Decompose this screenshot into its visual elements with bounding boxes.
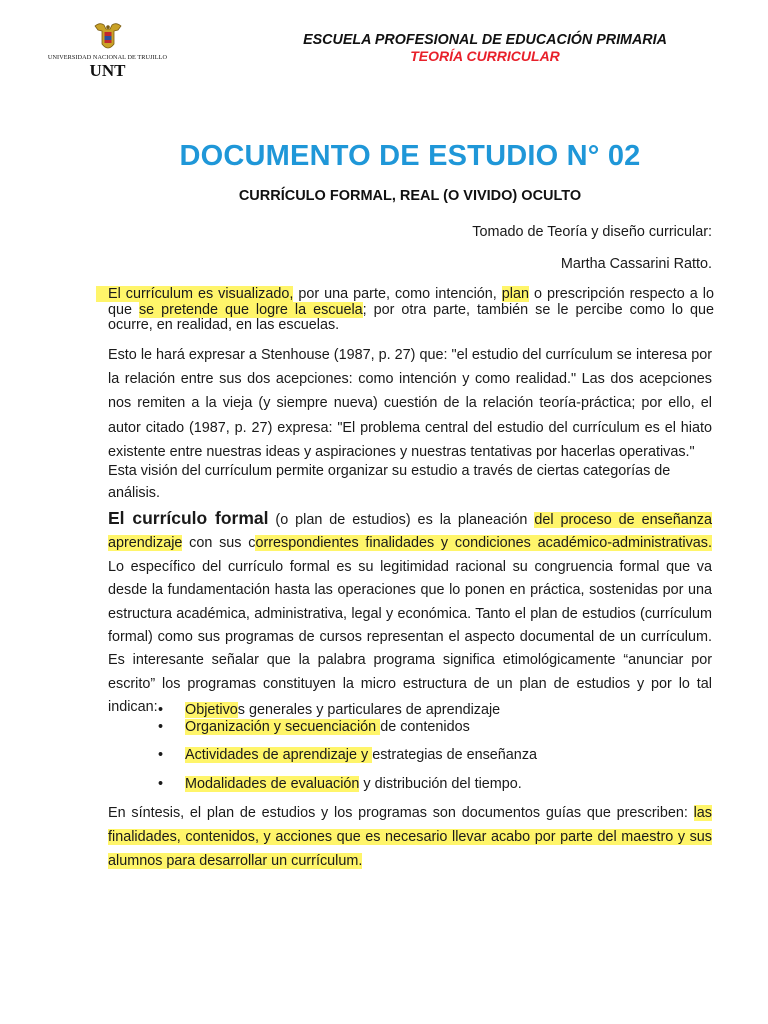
paragraph-4 xyxy=(108,507,712,720)
document-title: DOCUMENTO DE ESTUDIO N° 02 xyxy=(179,140,641,172)
paragraph-text: ; por otra parte, también se le percibe como lo que ocurre, en realidad, en las escuelas. xyxy=(108,301,714,333)
list-item-text: de contenidos xyxy=(380,719,470,735)
document-subtitle: CURRÍCULO FORMAL, REAL (O VIVIDO) OCULTO xyxy=(238,188,582,204)
paragraph-text: (o plan de estudios) es la planeación xyxy=(268,512,535,528)
bullet-icon: • xyxy=(158,719,164,735)
bullet-icon: • xyxy=(158,776,164,792)
highlight-text: El currículum es visualizado, xyxy=(96,286,293,302)
highlight-text: las finalidades, contenidos, y acciones que es necesario llevar acabo por parte del maestro y sus alumnos para desarrollar un currículum. xyxy=(108,805,712,869)
list-item-text: y distribución del tiempo. xyxy=(359,776,522,792)
list-item-text: s generales y particulares de aprendizaje xyxy=(237,702,501,718)
bullet-icon: • xyxy=(158,702,164,718)
highlight-text: del proceso de enseñanza aprendizaje xyxy=(108,512,712,552)
school-name: ESCUELA PROFESIONAL DE EDUCACIÓN PRIMARIA xyxy=(303,32,667,48)
author-line: Martha Cassarini Ratto. xyxy=(560,256,712,272)
paragraph-text: En síntesis, el plan de estudios y los programas son documentos guías que prescriben: xyxy=(108,805,694,821)
course-name: TEORÍA CURRICULAR xyxy=(410,48,560,64)
highlight-text: orrespondientes finalidades y condiciones académico-administrativas. xyxy=(255,535,712,552)
logo-university-name: UNIVERSIDAD NACIONAL DE TRUJILLO xyxy=(47,54,168,61)
highlight-text: Organización y secuenciación xyxy=(185,719,381,735)
paragraph-text: o prescripción respecto a lo que xyxy=(108,286,714,318)
highlight-text: se pretende que logre la escuela xyxy=(138,301,363,318)
paragraph-text: Lo específico del currículo formal es su legitimidad racional su congruencia formal que va desde la fundamentación hasta las operaciones que lo ponen en práctica, sostenidas por una estructura académica, administrativa, legal y económica. Tanto el plan de estudios (currículum formal) como sus programas de cursos representan el aspecto documental de un currículum. Es interesante señalar que la palabra programa significa etimológicamente “anunciar por escrito” los programas constituyen la micro estructura de un plan de estudios y por lo tal indican: xyxy=(108,558,712,716)
bullet-icon: • xyxy=(158,747,164,763)
source-line: Tomado de Teoría y diseño curricular: xyxy=(472,224,712,240)
section-heading: El currículo formal xyxy=(108,508,269,528)
logo-acronym: UNT xyxy=(89,61,126,80)
paragraph-2: Esto le hará expresar a Stenhouse (1987, p. 27) que: "el estudio del currículum se interesa por la relación entre sus dos acepciones: como intención y como realidad." Las dos acepciones nos remiten a la vieja (y siempre nueva) cuestión de la relación teoría-práctica; por ello, el autor citado (1987, p. 27) expresa: "El problema central del estudio del currículum es el hiato existente entre nuestras ideas y aspiraciones y nuestras tentativas por hacerlas operativas." xyxy=(108,347,712,460)
paragraph-5 xyxy=(108,801,712,873)
list-item-text: estrategias de enseñanza xyxy=(372,747,538,763)
paragraph-3: Esta visión del currículum permite organizar su estudio a través de ciertas categorías de análisis. xyxy=(108,463,671,501)
paragraph-text: con sus c xyxy=(182,535,256,552)
university-logo xyxy=(40,20,175,82)
crest-icon xyxy=(92,20,124,54)
paragraph-1 xyxy=(108,287,714,334)
highlight-text: Actividades de aprendizaje y xyxy=(185,747,373,763)
highlight-text: plan xyxy=(501,286,529,302)
paragraph-text: por una parte, como intención, xyxy=(293,286,502,302)
highlight-text: Objetivo xyxy=(185,702,238,718)
highlight-text: Modalidades de evaluación xyxy=(185,776,360,792)
